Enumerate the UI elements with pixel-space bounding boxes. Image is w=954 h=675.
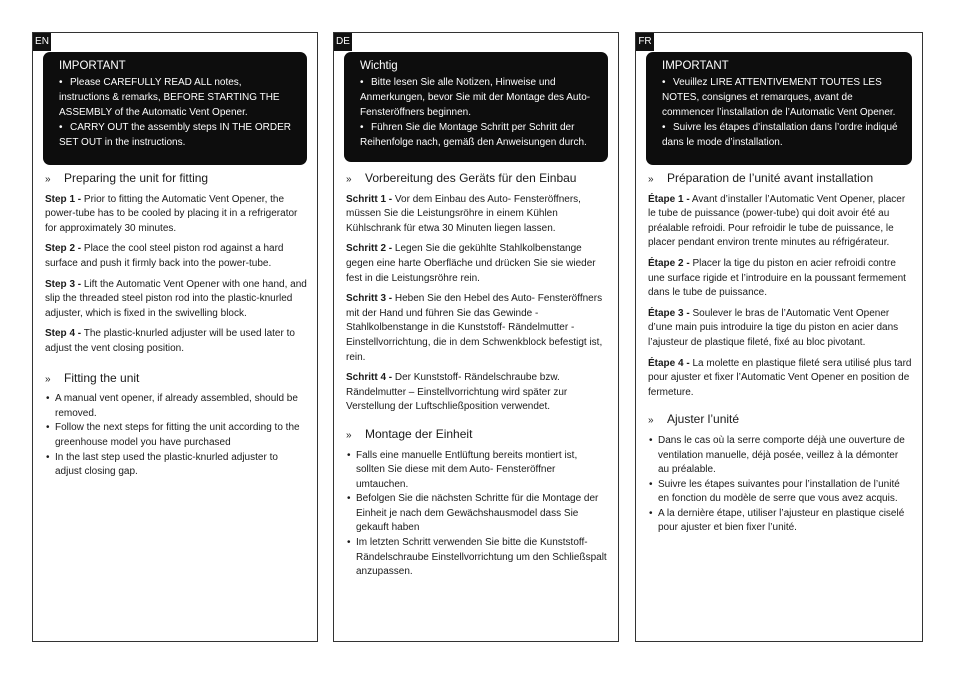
language-tag: EN [33,33,51,51]
important-item: • CARRY OUT the assembly steps IN THE ORDER SET OUT in the instructions. [59,122,291,148]
bullet-icon: • [649,507,653,519]
list-item: • Im letzten Schritt verwenden Sie bitte die Kunststoff- Rändelschraube Einstellvorrichtung um den Schließspalt anzupassen. [347,537,607,578]
section-heading: » Fitting the unit [45,371,307,388]
bullet-icon: • [662,122,666,133]
bullet-icon: • [347,449,351,461]
section-heading: » Montage der Einheit [346,427,608,444]
important-item: • Please CAREFULLY READ ALL notes, instructions & remarks, BEFORE STARTING THE ASSEMBLY of the Automatic Vent Opener. [59,77,280,118]
list-item: • Falls eine manuelle Entlüftung bereits montiert ist, sollten Sie diese mit dem Auto- Fensteröffner umtauchen. [347,449,578,490]
bullet-icon: • [360,122,364,133]
bullet-icon: • [649,434,653,446]
list-item: • Befolgen Sie die nächsten Schritte für die Montage der Einheit je nach dem Gewächshausmodel dass Sie gekauft haben [347,493,599,534]
step: Schritt 3 - Heben Sie den Hebel des Auto- Fensteröffners mit der Hand und führen Sie das Gewinde -Stahlkolbenstange in die Kunststoff- Rändelmutter - Einstellvorrichtung, die in dem Schwenkblock befestigt ist, rein. [346,293,603,363]
chevron-right-icon: » [346,429,352,441]
chevron-right-icon: » [45,174,51,185]
language-tag: FR [636,33,654,51]
important-item: • Bitte lesen Sie alle Notizen, Hinweise und Anmerkungen, bevor Sie mit der Montage des Auto- Fensteröffners beginnen. [360,77,591,118]
chevron-right-icon: » [648,415,654,427]
panel-de [333,32,619,642]
step: Schritt 2 - Legen Sie die gekühlte Stahlkolbenstange gegen eine harte Oberfläche und drücken Sie sie wieder fest in die Leistungsröhre rein. [346,243,596,284]
important-title: IMPORTANT [59,60,126,72]
bullet-icon: • [46,393,50,405]
bullet-icon: • [662,77,666,88]
bullet-icon: • [59,122,63,133]
step: Étape 1 - Avant d’installer l’Automatic Vent Opener, placer le tube de puissance (power-tube) qui doit avoir été au préalable refroidi. Pour refroidir le tube de puissance, le placer pendant environ trente minutes au réfrigérateur. [648,193,906,249]
bullet-icon: • [347,537,351,549]
step: Step 3 - Lift the Automatic Vent Opener with one hand, and slip the threaded steel piston rod into the plastic-knurled adjuster, which is fixed in the swivelling block. [45,278,307,319]
important-box [646,52,912,165]
important-item: • Suivre les étapes d’installation dans l’ordre indiqué dans le mode d’installation. [662,122,898,148]
important-box [344,52,608,162]
bullet-icon: • [360,77,364,88]
list-item: • A la dernière étape, utiliser l’ajusteur en plastique ciselé pour ajuster et bien fixer l’unité. [649,507,905,534]
step: Étape 2 - Placer la tige du piston en acier refroidi contre une surface rigide et l’introduire en la poussant fermement dans le tube de puissance. [648,257,906,299]
step: Step 2 - Place the cool steel piston rod against a hard surface and push it firmly back into the power-tube. [45,243,284,269]
section-heading: » Preparing the unit for fitting [45,171,307,188]
list-item: • A manual vent opener, if already assembled, should be removed. [46,393,298,419]
chevron-right-icon: » [45,373,51,385]
instructions [648,171,912,536]
chevron-right-icon: » [648,174,654,185]
bullet-icon: • [347,493,351,505]
section-heading: » Vorbereitung des Geräts für den Einbau [346,171,608,188]
important-title: IMPORTANT [662,60,729,72]
step: Schritt 1 - Vor dem Einbau des Auto- Fensteröffners, müssen Sie die Leistungsröhre in einem Kühlen Kühlschrank für etwa 30 Minuten liegen lassen. [346,193,581,234]
important-box [43,52,307,165]
list-item: • In the last step used the plastic-knurled adjuster to adjust closing gap. [46,451,278,478]
panel-fr [635,32,923,642]
step: Step 1 - Prior to fitting the Automatic Vent Opener, the power-tube has to be cooled by placing it in a refrigerator for approximately 30 minutes. [45,193,298,234]
step: Étape 3 - Soulever le bras de l’Automatic Vent Opener d’une main puis introduire la tige du piston en acier dans l’ajusteur de plastique fileté, fixé au bloc pivotant. [648,307,899,348]
section-heading: » Ajuster l’unité [648,412,912,429]
list-item: • Suivre les étapes suivantes pour l’installation de l’unité en fonction du modèle de serre que vous avez acquis. [649,478,900,505]
important-title: Wichtig [360,60,398,72]
instructions [45,171,307,480]
list-item: • Follow the next steps for fitting the unit according to the greenhouse model you have purchased [46,422,300,448]
bullet-icon: • [649,478,653,490]
language-tag: DE [334,33,352,51]
bullet-icon: • [59,77,63,88]
important-item: • Führen Sie die Montage Schritt per Schritt der Reihenfolge nach, gemäß den Anweisungen durch. [360,122,587,148]
bullet-icon: • [46,451,50,463]
section-heading: » Préparation de l’unité avant installation [648,171,912,188]
important-item: • Veuillez LIRE ATTENTIVEMENT TOUTES LES NOTES, consignes et remarques, avant de commencer l’installation de l’Automatic Vent Opener. [662,77,896,118]
bullet-icon: • [46,422,50,434]
step: Schritt 4 - Der Kunststoff- Rändelschraube bzw. Rändelmutter – Einstellvorrichtung wird später zur Verstellung der Luftschließposition verwendet. [346,372,568,413]
step: Étape 4 - La molette en plastique fileté sera utilisé plus tard pour ajuster et fixer l’Automatic Vent Opener en position de fermeture. [648,357,912,398]
instructions [346,171,608,580]
step: Step 4 - The plastic-knurled adjuster will be used later to adjust the vent closing position. [45,328,295,354]
list-item: • Dans le cas où la serre comporte déjà une ouverture de ventilation manuelle, déjà posée, veillez à la démonter au préalable. [649,434,905,476]
chevron-right-icon: » [346,174,352,185]
panel-en [32,32,318,642]
